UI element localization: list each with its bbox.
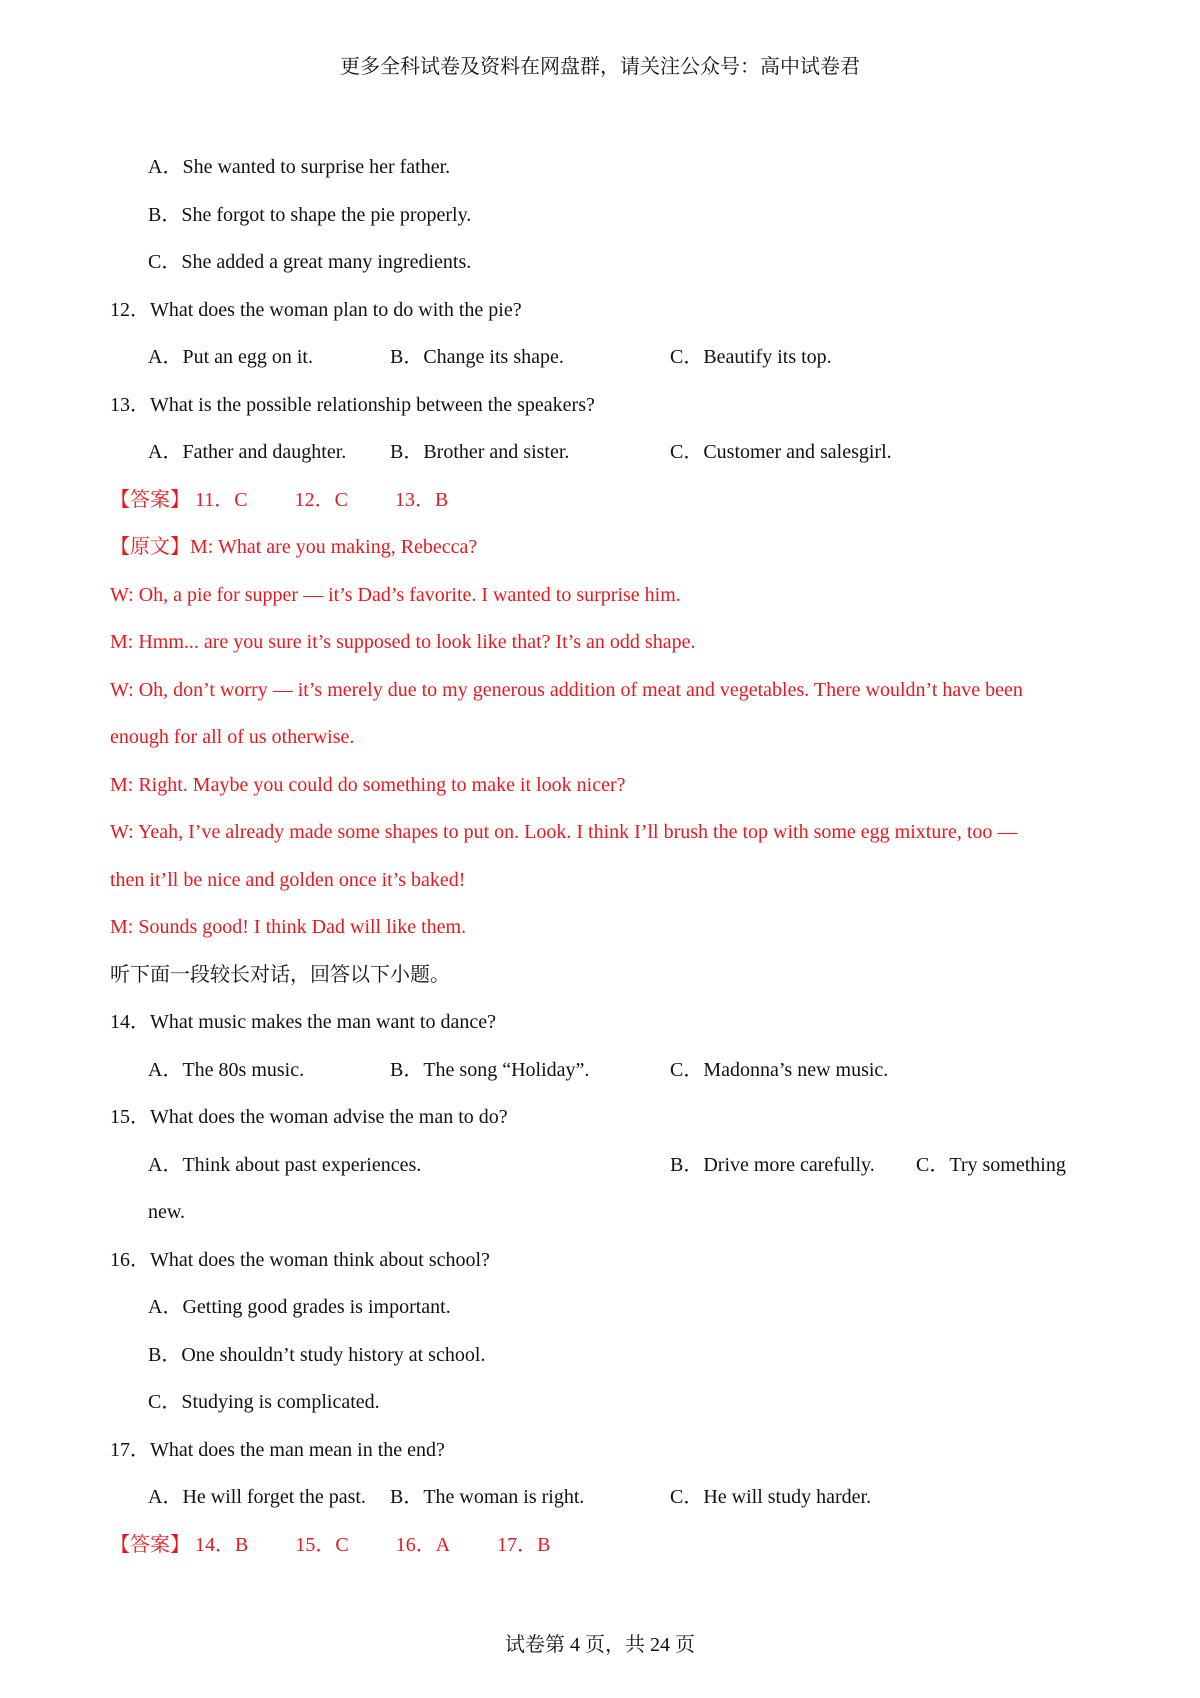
q15-options: [110, 1150, 1100, 1198]
q17-option-a: A．He will forget the past.: [148, 1486, 366, 1508]
exam-content: [110, 152, 1100, 1577]
q12-option-a: A．Put an egg on it.: [148, 346, 313, 368]
q14-options: [110, 1055, 1100, 1103]
transcript-first-line: [110, 532, 1100, 580]
q13-option-c: C．Customer and salesgirl.: [670, 441, 892, 463]
answer-item: 14．B: [195, 1533, 249, 1556]
q13-options: [110, 437, 1100, 485]
page-header: 更多全科试卷及资料在网盘群，请关注公众号：高中试卷君: [340, 56, 860, 78]
answer-label: 【答案】: [110, 488, 190, 511]
answer-label: 【答案】: [110, 1533, 190, 1556]
q17-option-c: C．He will study harder.: [670, 1486, 872, 1508]
transcript-line: M: What are you making, Rebecca?: [190, 536, 478, 558]
q12-option-c: C．Beautify its top.: [670, 346, 832, 368]
q14-option-c: C．Madonna’s new music.: [670, 1058, 889, 1081]
transcript-label: 【原文】: [110, 536, 190, 558]
q16-stem: 16．What does the woman think about school?: [110, 1248, 490, 1271]
q15-option-c-continued: new.: [148, 1201, 186, 1223]
answer-item: 17．B: [497, 1533, 551, 1556]
answer-item: 16．A: [395, 1533, 451, 1556]
transcript-line: enough for all of us otherwise.: [110, 726, 355, 748]
answer-item: 12．C: [294, 488, 348, 511]
transcript-line: then it’ll be nice and golden once it’s baked!: [110, 868, 466, 891]
q15-option-c: C．Try something: [916, 1153, 1066, 1176]
q15-option-b: B．Drive more carefully.: [670, 1153, 875, 1176]
transcript-line: M: Hmm... are you sure it’s supposed to look like that? It’s an odd shape.: [110, 631, 696, 653]
q12-option-b: B．Change its shape.: [390, 346, 564, 368]
q16-option-c: C．Studying is complicated.: [148, 1391, 380, 1413]
q14-option-a: A．The 80s music.: [148, 1058, 305, 1081]
transcript-line: M: Right. Maybe you could do something to make it look nicer?: [110, 773, 626, 796]
answer-item: 13．B: [394, 488, 449, 511]
q11-option-b: B．She forgot to shape the pie properly.: [148, 203, 472, 226]
transcript-line: W: Oh, a pie for supper — it’s Dad’s favorite. I wanted to surprise him.: [110, 583, 681, 606]
q13-stem: 13．What is the possible relationship between the speakers?: [110, 393, 595, 416]
transcript-line: W: Oh, don’t worry — it’s merely due to my generous addition of meat and vegetables. There wouldn’t have been: [110, 678, 1023, 701]
q11-option-a: A．She wanted to surprise her father.: [148, 156, 451, 178]
q14-option-b: B．The song “Holiday”.: [390, 1058, 590, 1081]
answer-block-1: [110, 485, 1100, 533]
q13-option-a: A．Father and daughter.: [148, 441, 347, 463]
q12-stem: 12．What does the woman plan to do with the pie?: [110, 298, 522, 321]
q12-options: [110, 342, 1100, 390]
answer-item: 15．C: [295, 1533, 349, 1556]
q17-option-b: B．The woman is right.: [390, 1486, 585, 1508]
q14-stem: 14．What music makes the man want to dance?: [110, 1011, 496, 1033]
q15-stem: 15．What does the woman advise the man to do?: [110, 1106, 508, 1128]
page-footer: 试卷第 4 页，共 24 页: [505, 1634, 695, 1656]
transcript-line: W: Yeah, I’ve already made some shapes to put on. Look. I think I’ll brush the top with some egg mixture, too —: [110, 821, 1018, 843]
q11-option-c: C．She added a great many ingredients.: [148, 251, 472, 273]
answer-block-2: [110, 1530, 1100, 1578]
q16-option-b: B．One shouldn’t study history at school.: [148, 1343, 486, 1366]
q15-option-a: A．Think about past experiences.: [148, 1153, 422, 1176]
transcript-line: M: Sounds good! I think Dad will like them.: [110, 916, 467, 938]
answer-item: 11．C: [195, 488, 248, 511]
q16-option-a: A．Getting good grades is important.: [148, 1296, 451, 1318]
q17-options: [110, 1482, 1100, 1530]
q13-option-b: B．Brother and sister.: [390, 441, 570, 463]
q17-stem: 17．What does the man mean in the end?: [110, 1438, 445, 1461]
section-instruction: 听下面一段较长对话，回答以下小题。: [110, 963, 450, 986]
